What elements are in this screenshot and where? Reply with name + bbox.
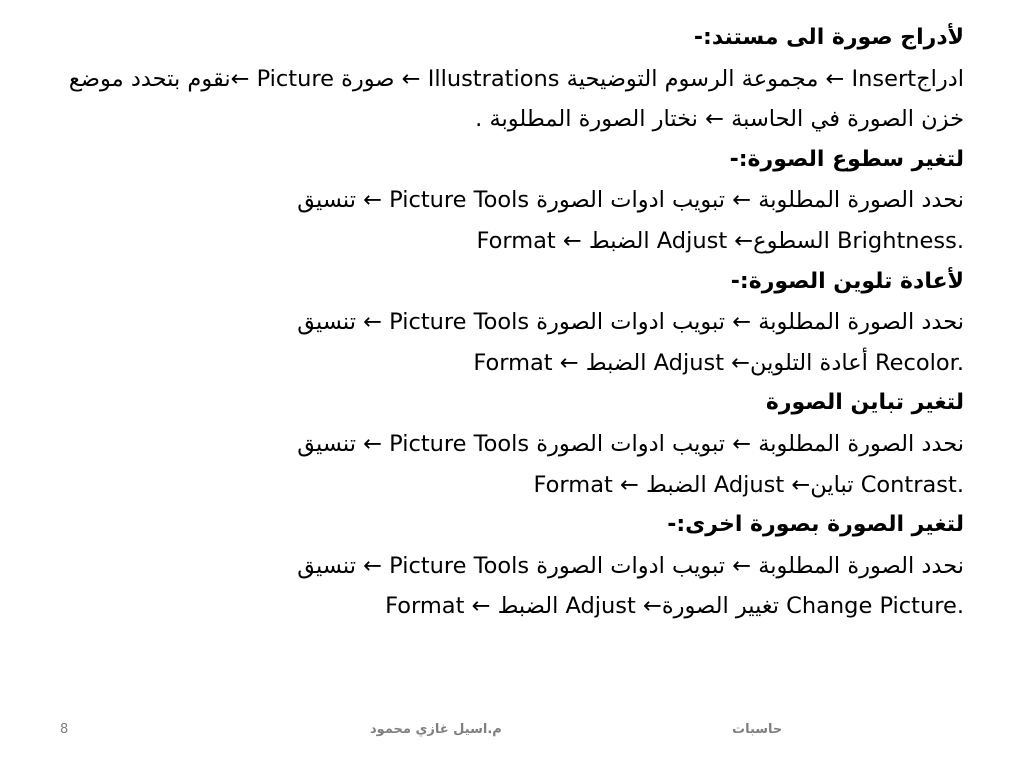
section-heading-brightness: لتغير سطوع الصورة:- <box>729 146 964 172</box>
section-line-recolor-1: نحدد الصورة المطلوبة ← تبويب ادوات الصورة Picture Tools ← تنسيق <box>297 309 964 336</box>
section-line-contrast-1: نحدد الصورة المطلوبة ← تبويب ادوات الصورة Picture Tools ← تنسيق <box>297 430 964 457</box>
section-line-change-picture-1: نحدد الصورة المطلوبة ← تبويب ادوات الصورة Picture Tools ← تنسيق <box>297 552 964 579</box>
section-line-brightness-1: نحدد الصورة المطلوبة ← تبويب ادوات الصورة Picture Tools ← تنسيق <box>297 187 964 214</box>
footer-subject: حاسبات <box>732 722 783 737</box>
section-line-contrast-2: Format ← الضبط Adjust ←تباين Contrast. <box>533 471 964 498</box>
section-line-recolor-2: Format ← الضبط Adjust ←أعادة التلوين Recolor. <box>473 349 964 376</box>
slide-content <box>60 18 964 627</box>
section-heading-contrast: لتغير تباين الصورة <box>765 390 964 416</box>
footer-page-number: 8 <box>60 722 69 737</box>
section-text-insert-picture: ادراجInsert ← مجموعة الرسوم التوضيحية Illustrations ← صورة Picture ←نقوم بتحدد موضع خزن الصورة في الحاسبة ← نختار الصورة المطلوبة . <box>68 65 964 133</box>
section-heading-insert-picture: لأدراج صورة الى مستند:- <box>693 25 964 50</box>
section-line-change-picture-2: Format ← الضبط Adjust ←تغيير الصورة Change Picture. <box>385 593 964 620</box>
section-line-brightness-2: Format ← الضبط Adjust ←السطوع Brightness. <box>476 227 964 254</box>
footer-author: م.اسيل غازي محمود <box>370 722 502 737</box>
section-heading-change-picture: لتغير الصورة بصورة اخرى:- <box>667 512 964 538</box>
section-heading-recolor: لأعادة تلوين الصورة:- <box>730 268 964 294</box>
